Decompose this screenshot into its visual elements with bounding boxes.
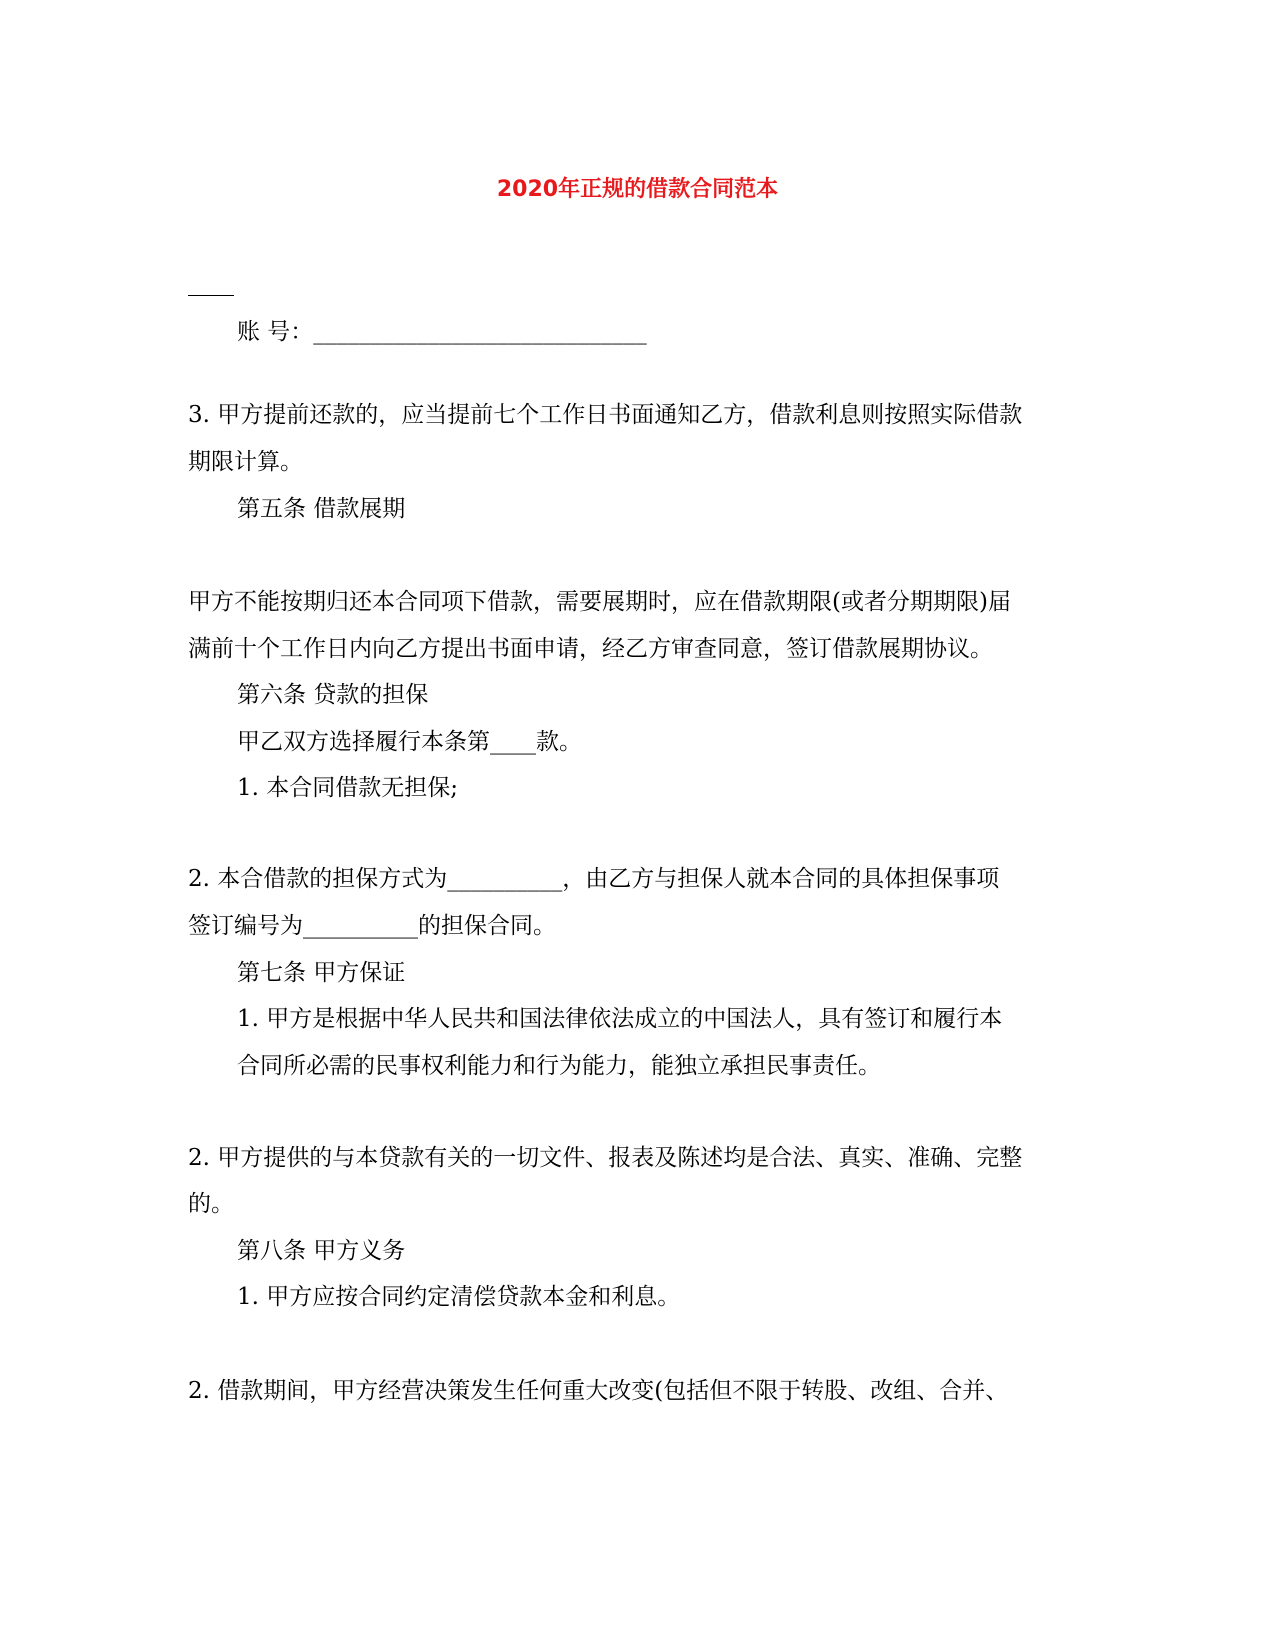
- list-item: 1. 甲方是根据中华人民共和国法律依法成立的中国法人，具有签订和履行本: [237, 1006, 1003, 1032]
- paragraph-line: 的。: [188, 1191, 234, 1217]
- paragraph-line: 期限计算。: [188, 449, 303, 475]
- list-item: 2. 甲方提供的与本贷款有关的一切文件、报表及陈述均是合法、真实、准确、完整: [188, 1145, 1023, 1171]
- list-item: 2. 借款期间，甲方经营决策发生任何重大改变(包括但不限于转股、改组、合并、: [188, 1378, 1009, 1404]
- list-item: 1. 甲方应按合同约定清偿贷款本金和利息。: [237, 1284, 681, 1310]
- paragraph-line: 甲方不能按期归还本合同项下借款，需要展期时，应在借款期限(或者分期期限)届: [188, 589, 1011, 615]
- article-heading: 第五条 借款展期: [237, 496, 406, 522]
- document-title: 2020年正规的借款合同范本: [496, 177, 779, 202]
- blank-underline-stub: [188, 295, 234, 296]
- list-item: 1. 本合同借款无担保;: [237, 775, 459, 801]
- account-number-line: 账 号：_____________________________: [237, 319, 647, 345]
- paragraph-line: 签订编号为__________的担保合同。: [188, 913, 556, 939]
- article-heading: 第七条 甲方保证: [237, 960, 406, 986]
- paragraph-line: 3. 甲方提前还款的，应当提前七个工作日书面通知乙方，借款利息则按照实际借款: [188, 402, 1023, 428]
- list-item: 2. 本合借款的担保方式为__________，由乙方与担保人就本合同的具体担保事项: [188, 866, 1000, 892]
- paragraph-line: 满前十个工作日内向乙方提出书面申请，经乙方审查同意，签订借款展期协议。: [188, 636, 993, 662]
- paragraph-line: 合同所必需的民事权利能力和行为能力，能独立承担民事责任。: [237, 1053, 881, 1079]
- article-heading: 第六条 贷款的担保: [237, 682, 429, 708]
- paragraph-line: 甲乙双方选择履行本条第____款。: [237, 729, 582, 755]
- article-heading: 第八条 甲方义务: [237, 1238, 406, 1264]
